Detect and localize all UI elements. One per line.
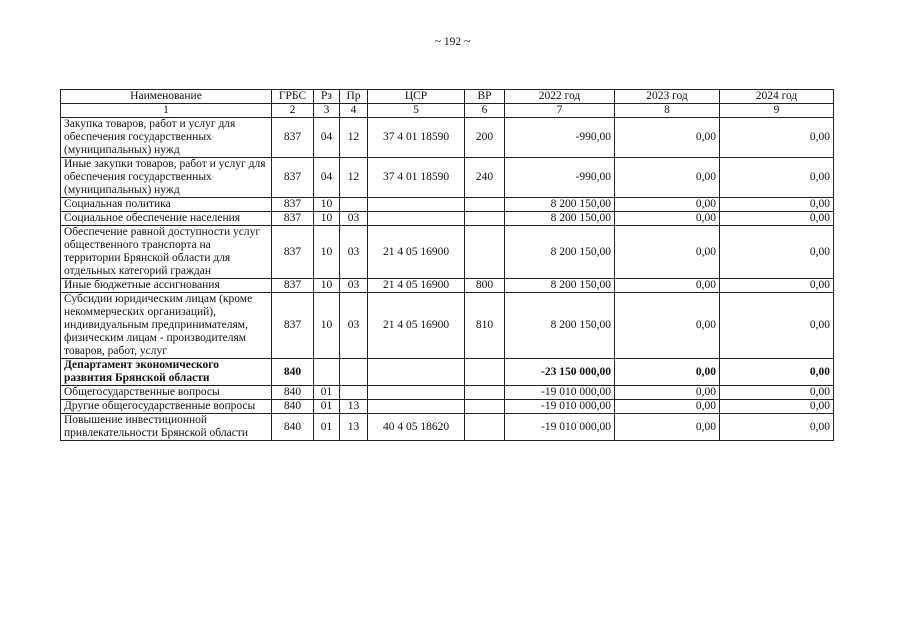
cell-grbs: 837: [272, 158, 314, 198]
cell-2022: -990,00: [505, 158, 615, 198]
cell-csr: 40 4 05 18620: [368, 414, 465, 441]
cell-2022: -23 150 000,00: [505, 359, 615, 386]
col-number: 3: [314, 104, 340, 118]
table-row: [61, 386, 834, 400]
cell-2022: -990,00: [505, 118, 615, 158]
table-row: [61, 293, 834, 359]
table-row: [61, 198, 834, 212]
cell-name: Иные бюджетные ассигнования: [61, 279, 272, 293]
cell-rz: 01: [314, 386, 340, 400]
col-header-2022: 2022 год: [505, 90, 615, 104]
table-row: [61, 226, 834, 279]
cell-2022: -19 010 000,00: [505, 414, 615, 441]
col-number: 5: [368, 104, 465, 118]
cell-pr: 13: [340, 414, 368, 441]
cell-vr: 240: [465, 158, 505, 198]
budget-table: [60, 89, 834, 441]
col-number: 6: [465, 104, 505, 118]
cell-csr: [368, 198, 465, 212]
cell-rz: 10: [314, 293, 340, 359]
cell-2022: 8 200 150,00: [505, 212, 615, 226]
cell-pr: 13: [340, 400, 368, 414]
cell-pr: 12: [340, 158, 368, 198]
col-header-name: Наименование: [61, 90, 272, 104]
col-header-grbs: ГРБС: [272, 90, 314, 104]
cell-grbs: 840: [272, 414, 314, 441]
cell-grbs: 837: [272, 279, 314, 293]
col-number: 8: [615, 104, 720, 118]
cell-name: Закупка товаров, работ и услуг для обеспечения государственных (муниципальных) нужд: [61, 118, 272, 158]
cell-name: Социальная политика: [61, 198, 272, 212]
cell-2023: 0,00: [615, 198, 720, 212]
cell-2024: 0,00: [720, 293, 834, 359]
cell-2024: 0,00: [720, 118, 834, 158]
table-row: [61, 279, 834, 293]
col-number: 9: [720, 104, 834, 118]
cell-pr: [340, 386, 368, 400]
cell-csr: 21 4 05 16900: [368, 226, 465, 279]
cell-2024: 0,00: [720, 414, 834, 441]
cell-grbs: 837: [272, 226, 314, 279]
cell-vr: [465, 386, 505, 400]
cell-vr: 800: [465, 279, 505, 293]
cell-name: Иные закупки товаров, работ и услуг для обеспечения государственных (муниципальных) нужд: [61, 158, 272, 198]
cell-2023: 0,00: [615, 226, 720, 279]
col-header-2023: 2023 год: [615, 90, 720, 104]
cell-2022: 8 200 150,00: [505, 279, 615, 293]
cell-name: Другие общегосударственные вопросы: [61, 400, 272, 414]
cell-vr: [465, 414, 505, 441]
cell-rz: 04: [314, 118, 340, 158]
table-row: [61, 414, 834, 441]
header-row: [61, 90, 834, 104]
cell-vr: [465, 226, 505, 279]
cell-csr: [368, 212, 465, 226]
cell-vr: [465, 212, 505, 226]
cell-2024: 0,00: [720, 212, 834, 226]
cell-name: Субсидии юридическим лицам (кроме некоммерческих организаций), индивидуальным предпринимателям, физическим лицам - производителям товаров, работ, услуг: [61, 293, 272, 359]
cell-pr: 03: [340, 226, 368, 279]
cell-pr: [340, 359, 368, 386]
cell-rz: [314, 359, 340, 386]
cell-2022: -19 010 000,00: [505, 400, 615, 414]
column-number-row: [61, 104, 834, 118]
cell-rz: 10: [314, 212, 340, 226]
cell-2024: 0,00: [720, 279, 834, 293]
table-row: [61, 158, 834, 198]
cell-rz: 10: [314, 226, 340, 279]
col-header-2024: 2024 год: [720, 90, 834, 104]
page-number: ~ 192 ~: [434, 36, 471, 48]
col-header-pr: Пр: [340, 90, 368, 104]
cell-pr: 03: [340, 293, 368, 359]
cell-2023: 0,00: [615, 386, 720, 400]
cell-csr: 37 4 01 18590: [368, 118, 465, 158]
cell-grbs: 837: [272, 198, 314, 212]
cell-2023: 0,00: [615, 400, 720, 414]
cell-pr: 03: [340, 279, 368, 293]
cell-2023: 0,00: [615, 414, 720, 441]
cell-2023: 0,00: [615, 279, 720, 293]
cell-rz: 10: [314, 279, 340, 293]
cell-grbs: 840: [272, 359, 314, 386]
col-header-rz: Рз: [314, 90, 340, 104]
cell-csr: [368, 359, 465, 386]
cell-vr: [465, 400, 505, 414]
col-number: 4: [340, 104, 368, 118]
cell-name: Социальное обеспечение населения: [61, 212, 272, 226]
table-row: [61, 212, 834, 226]
cell-2024: 0,00: [720, 158, 834, 198]
cell-rz: 04: [314, 158, 340, 198]
cell-2022: 8 200 150,00: [505, 198, 615, 212]
cell-name: Общегосударственные вопросы: [61, 386, 272, 400]
cell-vr: [465, 198, 505, 212]
cell-name: Повышение инвестиционной привлекательности Брянской области: [61, 414, 272, 441]
cell-vr: [465, 359, 505, 386]
cell-2024: 0,00: [720, 386, 834, 400]
cell-rz: 10: [314, 198, 340, 212]
cell-grbs: 837: [272, 212, 314, 226]
cell-2022: 8 200 150,00: [505, 293, 615, 359]
cell-csr: 21 4 05 16900: [368, 293, 465, 359]
cell-grbs: 837: [272, 118, 314, 158]
table-row: [61, 400, 834, 414]
cell-name: Департамент экономического развития Брянской области: [61, 359, 272, 386]
cell-rz: 01: [314, 414, 340, 441]
cell-grbs: 840: [272, 400, 314, 414]
cell-pr: [340, 198, 368, 212]
cell-csr: 37 4 01 18590: [368, 158, 465, 198]
cell-csr: [368, 386, 465, 400]
cell-2023: 0,00: [615, 158, 720, 198]
col-number: 2: [272, 104, 314, 118]
cell-rz: 01: [314, 400, 340, 414]
col-number: 1: [61, 104, 272, 118]
cell-2024: 0,00: [720, 226, 834, 279]
col-header-vr: ВР: [465, 90, 505, 104]
cell-2024: 0,00: [720, 400, 834, 414]
cell-2023: 0,00: [615, 212, 720, 226]
cell-2023: 0,00: [615, 293, 720, 359]
cell-pr: 12: [340, 118, 368, 158]
cell-2023: 0,00: [615, 359, 720, 386]
cell-2022: -19 010 000,00: [505, 386, 615, 400]
cell-grbs: 837: [272, 293, 314, 359]
cell-2024: 0,00: [720, 198, 834, 212]
cell-csr: [368, 400, 465, 414]
cell-2023: 0,00: [615, 118, 720, 158]
cell-name: Обеспечение равной доступности услуг общественного транспорта на территории Брянской области для отдельных категорий граждан: [61, 226, 272, 279]
table-row: [61, 118, 834, 158]
cell-2024: 0,00: [720, 359, 834, 386]
col-header-csr: ЦСР: [368, 90, 465, 104]
cell-vr: 810: [465, 293, 505, 359]
cell-pr: 03: [340, 212, 368, 226]
table-row: [61, 359, 834, 386]
cell-vr: 200: [465, 118, 505, 158]
cell-csr: 21 4 05 16900: [368, 279, 465, 293]
cell-grbs: 840: [272, 386, 314, 400]
cell-2022: 8 200 150,00: [505, 226, 615, 279]
col-number: 7: [505, 104, 615, 118]
